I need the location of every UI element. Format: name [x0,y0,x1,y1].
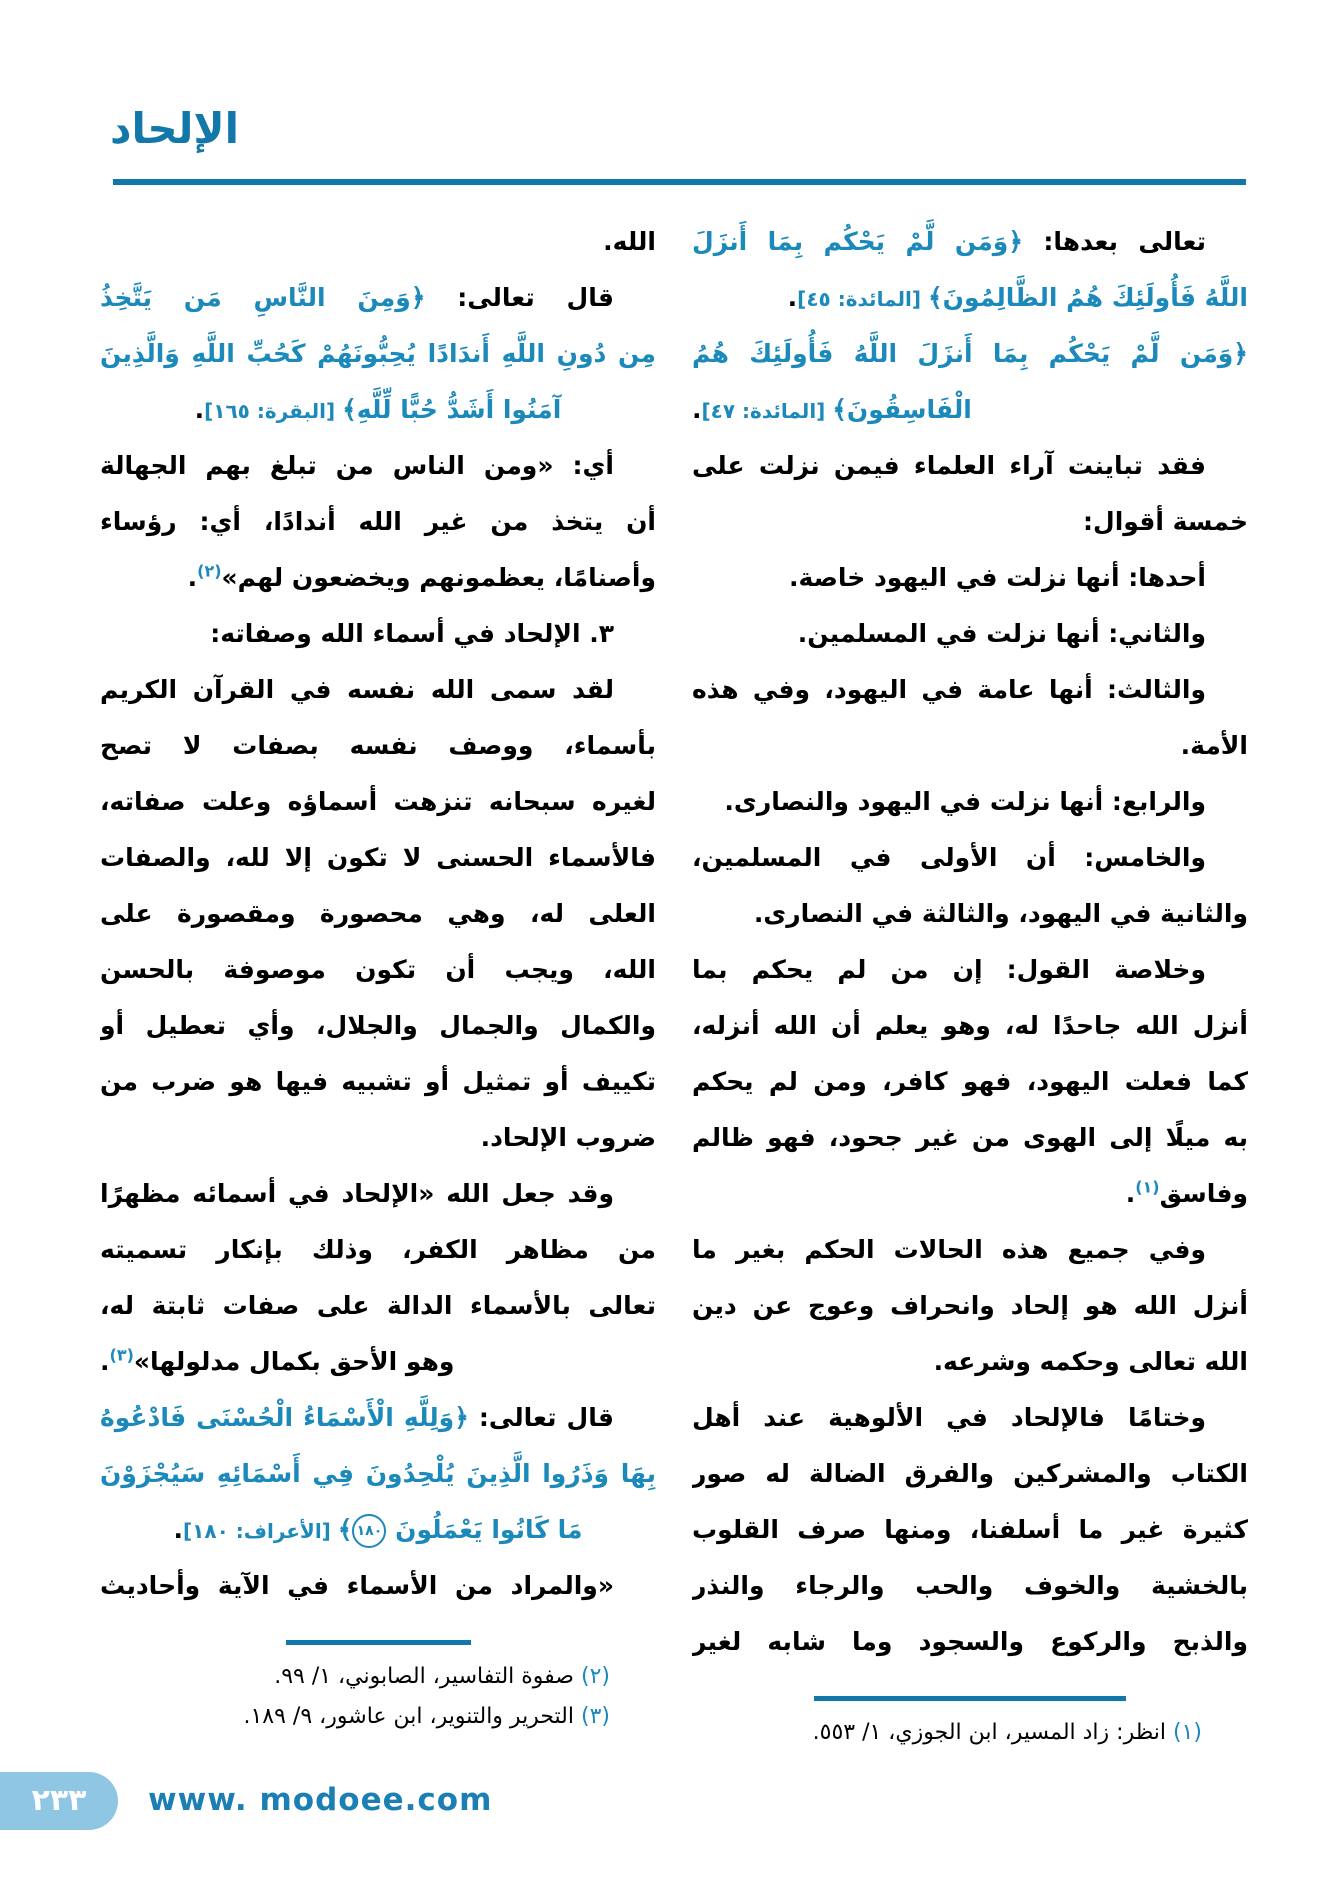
text-line [100,1502,656,1558]
text-line [100,1166,656,1222]
text-line [100,606,656,662]
footnote-marker: (١) [1135,1177,1160,1197]
text-line [692,718,1248,774]
quran-text: بِهَا وَذَرُوا الَّذِينَ يُلْحِدُونَ فِي أَسْمَائِهِ سَيُجْزَوْنَ [100,1459,656,1488]
body-text: . [173,1515,184,1544]
body-text: به ميلًا إلى الهوى من غير جحود، فهو ظالم [692,1123,1248,1152]
text-line [692,662,1248,718]
body-text: لقد سمى الله نفسه في القرآن الكريم [100,675,614,704]
body-text: . [100,1347,110,1376]
body-text: أنزل الله هو إلحاد وانحراف وعوج عن دين [692,1291,1248,1320]
body-text: وقد جعل الله «الإلحاد في أسمائه مظهرًا [100,1179,614,1208]
body-text: «والمراد من الأسماء في الآية وأحاديث [100,1571,614,1600]
text-line [100,998,656,1054]
body-text: . [1125,1179,1136,1208]
body-text: ٣. الإلحاد في أسماء الله وصفاته: [210,619,614,648]
footnote-number: (٣) [580,1704,610,1729]
verse-reference: [الأعراف: ١٨٠] [183,1519,338,1543]
body-text: كثيرة غير ما أسلفنا، ومنها صرف القلوب [692,1515,1248,1544]
body-text: من مظاهر الكفر، وذلك بإنكار تسميته [100,1235,656,1264]
body-text: الكتاب والمشركين والفرق الضالة له صور [692,1459,1248,1488]
text-line [692,1390,1248,1446]
text-line [100,942,656,998]
footnote [692,1713,1248,1753]
body-text: والثانية في اليهود، والثالثة في النصارى. [753,899,1248,928]
text-line [692,1166,1248,1222]
verse-reference: [المائدة: ٤٥] [797,287,928,311]
body-text: الله، ويجب أن تكون موصوفة بالحسن [100,955,656,984]
quran-text: ﴾ [337,1515,353,1544]
body-text: تكييف أو تمثيل أو تشبيه فيها هو ضرب من [100,1067,656,1096]
text-line [692,998,1248,1054]
body-text: والثالث: أنها عامة في اليهود، وفي هذه [692,675,1206,704]
ayah-number-medallion: ١٨٠ [352,1514,386,1548]
verse-reference: [البقرة: ١٦٥] [204,399,343,423]
body-text: وخلاصة القول: إن من لم يحكم بما [692,955,1206,984]
body-text: وفاسق [1159,1179,1248,1208]
text-line [100,774,656,830]
body-text: بالخشية والخوف والحب والرجاء والنذر [692,1571,1248,1600]
text-line [100,438,656,494]
text-line [100,270,656,326]
body-text: قال تعالى: [425,283,614,312]
quran-text: الْفَاسِقُونَ﴾ [832,395,972,424]
footnote [100,1657,656,1697]
footnote [100,1697,656,1737]
footnote-separator-rule [814,1696,1126,1701]
body-text: . [187,563,198,592]
body-text: . [787,283,798,312]
text-line [692,1334,1248,1390]
text-line [100,494,656,550]
body-text: أن يتخذ من غير الله أندادًا، أي: رؤساء [100,507,656,536]
body-text: والخامس: أن الأولى في المسلمين، [692,843,1206,872]
text-line [100,1054,656,1110]
text-line [692,1614,1248,1670]
footnote-text: التحرير والتنوير، ابن عاشور، ٩/ ١٨٩. [243,1704,581,1729]
footnote-marker: (٢) [197,561,222,581]
body-text: . [194,395,205,424]
body-text: الله. [603,227,656,256]
footnote-text: صفوة التفاسير، الصابوني، ١/ ٩٩. [274,1664,581,1689]
text-line [692,606,1248,662]
body-text: والرابع: أنها نزلت في اليهود والنصارى. [724,787,1206,816]
body-text: وختامًا فالإلحاد في الألوهية عند أهل [692,1403,1206,1432]
text-line [100,550,656,606]
page-number-pill [0,1772,118,1830]
column-right [692,214,1248,1753]
body-text: والثاني: أنها نزلت في المسلمين. [797,619,1206,648]
text-line [100,214,656,270]
text-line [692,774,1248,830]
body-text: وفي جميع هذه الحالات الحكم بغير ما [692,1235,1206,1264]
quran-text: ﴿وَمَن لَّمْ يَحْكُم بِمَا أَنزَلَ اللَّهُ فَأُولَئِكَ هُمُ [692,339,1248,368]
text-line [100,662,656,718]
text-line [692,550,1248,606]
text-columns [100,214,1248,1753]
text-line [100,1278,656,1334]
text-line [692,1054,1248,1110]
footnote-marker: (٣) [109,1345,134,1365]
column-right-body [692,214,1248,1670]
text-line [692,214,1248,270]
body-text: أنزل الله جاحدًا له، وهو يعلم أن الله أنزله، [692,1011,1248,1040]
text-line [692,1446,1248,1502]
text-line [692,942,1248,998]
column-left [100,214,656,1753]
text-line [692,270,1248,326]
body-text: خمسة أقوال: [1083,507,1248,536]
text-line [100,718,656,774]
text-line [100,1446,656,1502]
text-line [100,1390,656,1446]
text-line [100,886,656,942]
quran-text: ﴿وَلِلَّهِ الْأَسْمَاءُ الْحُسْنَى فَادْعُوهُ [100,1403,469,1432]
column-left-body [100,214,656,1614]
body-text: العلى له، وهي محصورة ومقصورة على [100,899,656,928]
text-line [692,1502,1248,1558]
verse-reference: [المائدة: ٤٧] [701,399,833,423]
text-line [100,830,656,886]
page-number: ٢٣٣ [31,1783,87,1818]
body-text: الأمة. [1180,731,1248,760]
quran-text: مَا كَانُوا يَعْمَلُونَ [386,1515,583,1544]
quran-text: ﴿وَمِنَ النَّاسِ مَن يَتَّخِذُ [100,283,426,312]
body-text: أحدها: أنها نزلت في اليهود خاصة. [789,563,1206,592]
body-text: تعالى بالأسماء الدالة على صفات ثابتة له، [100,1291,656,1320]
text-line [100,382,656,438]
page-header-title: الإلحاد [110,104,240,153]
body-text: تعالى بعدها: [1022,227,1206,256]
footnote-separator-rule [286,1640,471,1645]
body-text: وأصنامًا، يعظمونهم ويخضعون لهم» [221,563,656,592]
header-rule [113,179,1246,185]
text-line [692,1222,1248,1278]
body-text: والذبح والركوع والسجود وما شابه لغير [692,1627,1248,1656]
body-text: ضروب الإلحاد. [480,1123,656,1152]
text-line [692,438,1248,494]
body-text: الله تعالى وحكمه وشرعه. [933,1347,1248,1376]
body-text: فقد تباينت آراء العلماء فيمن نزلت على [692,451,1206,480]
body-text: بأسماء، ووصف نفسه بصفات لا تصح [100,731,656,760]
body-text: وهو الأحق بكمال مدلولها» [133,1347,455,1376]
text-line [692,326,1248,382]
text-line [100,1110,656,1166]
text-line [100,1222,656,1278]
quran-text: ﴿وَمَن لَّمْ يَحْكُم بِمَا أَنزَلَ [692,227,1023,256]
body-text: فالأسماء الحسنى لا تكون إلا لله، والصفات [100,843,656,872]
text-line [692,1110,1248,1166]
footnote-number: (٢) [580,1664,610,1689]
text-line [692,494,1248,550]
text-line [692,886,1248,942]
body-text: أي: «ومن الناس من تبلغ بهم الجهالة [100,451,614,480]
text-line [100,326,656,382]
body-text: قال تعالى: [468,1403,615,1432]
text-line [100,1558,656,1614]
text-line [692,830,1248,886]
quran-text: آمَنُوا أَشَدُّ حُبًّا لِّلَّهِ﴾ [342,395,562,424]
body-text: لغيره سبحانه تنزهت أسماؤه وعلت صفاته، [100,787,656,816]
body-text: كما فعلت اليهود، فهو كافر، ومن لم يحكم [692,1067,1248,1096]
footnotes-left [100,1657,656,1737]
footnotes-right [692,1713,1248,1753]
website-link[interactable]: www. modoee.com [148,1782,493,1818]
text-line [692,382,1248,438]
footnote-text: انظر: زاد المسير، ابن الجوزي، ١/ ٥٥٣. [812,1720,1173,1745]
text-line [692,1558,1248,1614]
text-line [692,1278,1248,1334]
quran-text: مِن دُونِ اللَّهِ أَندَادًا يُحِبُّونَهُمْ كَحُبِّ اللَّهِ وَالَّذِينَ [100,339,656,368]
body-text: والكمال والجمال والجلال، وأي تعطيل أو [100,1011,656,1040]
quran-text: اللَّهُ فَأُولَئِكَ هُمُ الظَّالِمُونَ﴾ [927,283,1248,312]
body-text: . [692,395,702,424]
text-line [100,1334,656,1390]
footnote-number: (١) [1172,1720,1202,1745]
